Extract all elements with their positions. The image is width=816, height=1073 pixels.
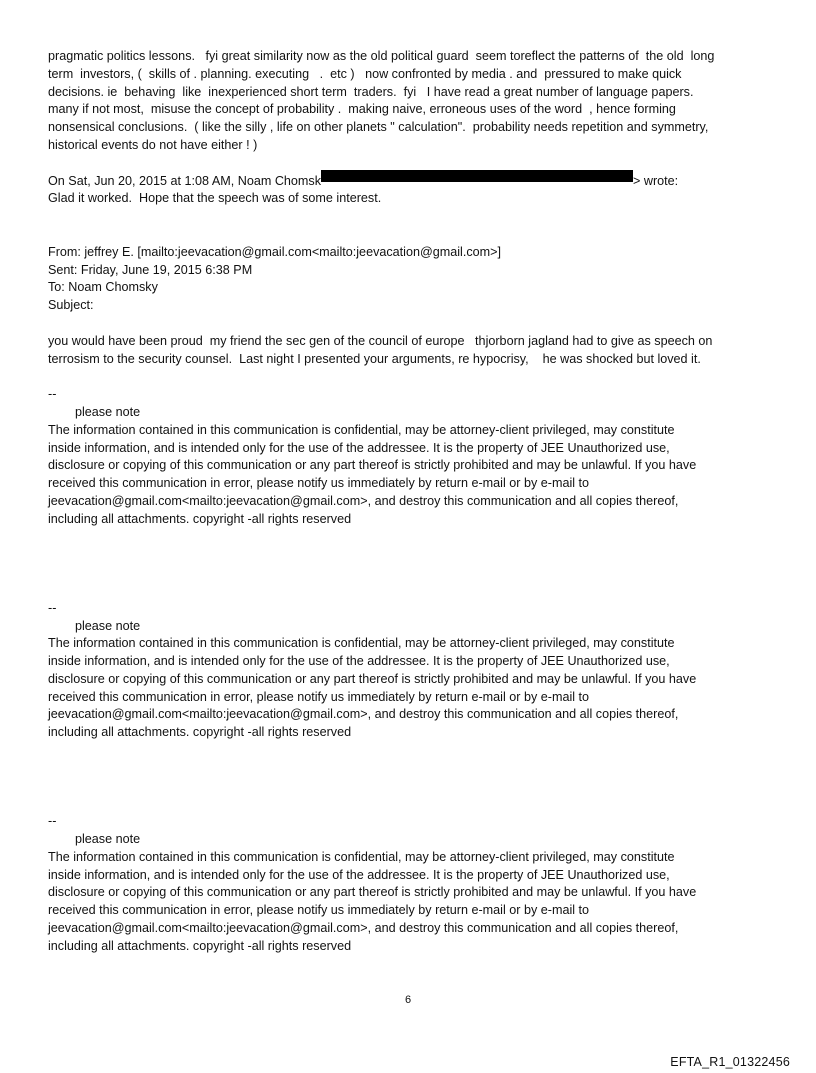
text-line: you would have been proud my friend the sec gen of the council of europe thjorborn jagland had to give as speech on — [48, 333, 713, 348]
text-line: decisions. ie behaving like inexperienced short term traders. fyi I have read a great number of language papers. — [48, 84, 694, 99]
disclaimer-line: including all attachments. copyright -all rights reserved — [48, 511, 352, 526]
disclaimer-heading: please note — [75, 618, 141, 633]
text-line: historical events do not have either ! ) — [48, 137, 258, 152]
intro-paragraph — [48, 48, 778, 155]
disclaimer-block — [48, 813, 778, 955]
document-id: EFTA_R1_01322456 — [670, 1055, 790, 1069]
reply-header — [48, 173, 778, 191]
text-line: many if not most, misuse the concept of probability . making naive, erroneous uses of the word , hence forming — [48, 102, 676, 117]
disclaimer-line: inside information, and is intended only for the use of the addressee. It is the property of JEE Unauthorized use, — [48, 867, 670, 882]
text-line: term investors, ( skills of . planning. executing . etc ) now confronted by media . and pressured to make quick — [48, 66, 682, 81]
email-document — [48, 48, 778, 956]
disclaimer-line: jeevacation@gmail.com<mailto:jeevacation@gmail.com>, and destroy this communication and all copies thereof, — [48, 921, 679, 936]
reply-block — [48, 173, 778, 209]
disclaimer-line: including all attachments. copyright -all rights reserved — [48, 725, 352, 740]
signature-separator: -- — [48, 814, 57, 829]
disclaimer-heading: please note — [75, 832, 141, 847]
disclaimer-line: received this communication in error, please notify us immediately by return e-mail or by e-mail to — [48, 476, 590, 491]
disclaimer-line: The information contained in this communication is confidential, may be attorney-client privileged, may constitute — [48, 849, 675, 864]
disclaimer-line: received this communication in error, please notify us immediately by return e-mail or by e-mail to — [48, 689, 590, 704]
disclaimer-line: disclosure or copying of this communication or any part thereof is strictly prohibited and may be unlawful. If you have — [48, 885, 697, 900]
original-message-body — [48, 333, 778, 369]
disclaimer-heading: please note — [75, 404, 141, 419]
disclaimer-line: jeevacation@gmail.com<mailto:jeevacation@gmail.com>, and destroy this communication and all copies thereof, — [48, 493, 679, 508]
disclaimer-line: inside information, and is intended only for the use of the addressee. It is the property of JEE Unauthorized use, — [48, 440, 670, 455]
reply-body: Glad it worked. Hope that the speech was of some interest. — [48, 191, 382, 206]
disclaimer-line: disclosure or copying of this communication or any part thereof is strictly prohibited and may be unlawful. If you have — [48, 671, 697, 686]
disclaimer-line: received this communication in error, please notify us immediately by return e-mail or by e-mail to — [48, 903, 590, 918]
disclaimer-line: disclosure or copying of this communication or any part thereof is strictly prohibited and may be unlawful. If you have — [48, 458, 697, 473]
disclaimer-line: The information contained in this communication is confidential, may be attorney-client privileged, may constitute — [48, 636, 675, 651]
disclaimer-block — [48, 386, 778, 528]
redaction-bar — [321, 170, 633, 182]
text-line: pragmatic politics lessons. fyi great similarity now as the old political guard seem toreflect the patterns of the old long — [48, 49, 715, 63]
reply-header-text: On Sat, Jun 20, 2015 at 1:08 AM, Noam Chomsk — [48, 173, 322, 188]
text-line: terrosism to the security counsel. Last night I presented your arguments, re hypocrisy, he was shocked but loved it. — [48, 351, 701, 366]
disclaimer-line: jeevacation@gmail.com<mailto:jeevacation@gmail.com>, and destroy this communication and all copies thereof, — [48, 707, 679, 722]
original-message-header — [48, 244, 778, 315]
signature-separator: -- — [48, 387, 57, 402]
from-line: From: jeffrey E. [mailto:jeevacation@gmail.com<mailto:jeevacation@gmail.com>] — [48, 244, 501, 259]
reply-header-suffix: > wrote: — [633, 173, 679, 188]
disclaimer-block — [48, 600, 778, 742]
signature-separator: -- — [48, 600, 57, 615]
subject-line: Subject: — [48, 298, 94, 313]
disclaimer-line: inside information, and is intended only for the use of the addressee. It is the property of JEE Unauthorized use, — [48, 654, 670, 669]
to-line: To: Noam Chomsky — [48, 280, 158, 295]
disclaimer-line: The information contained in this communication is confidential, may be attorney-client privileged, may constitute — [48, 422, 675, 437]
page-number: 6 — [404, 994, 412, 1006]
text-line: nonsensical conclusions. ( like the silly , life on other planets " calculation". probability needs repetition and symmetry, — [48, 120, 709, 135]
disclaimer-line: including all attachments. copyright -all rights reserved — [48, 938, 352, 953]
sent-line: Sent: Friday, June 19, 2015 6:38 PM — [48, 262, 253, 277]
